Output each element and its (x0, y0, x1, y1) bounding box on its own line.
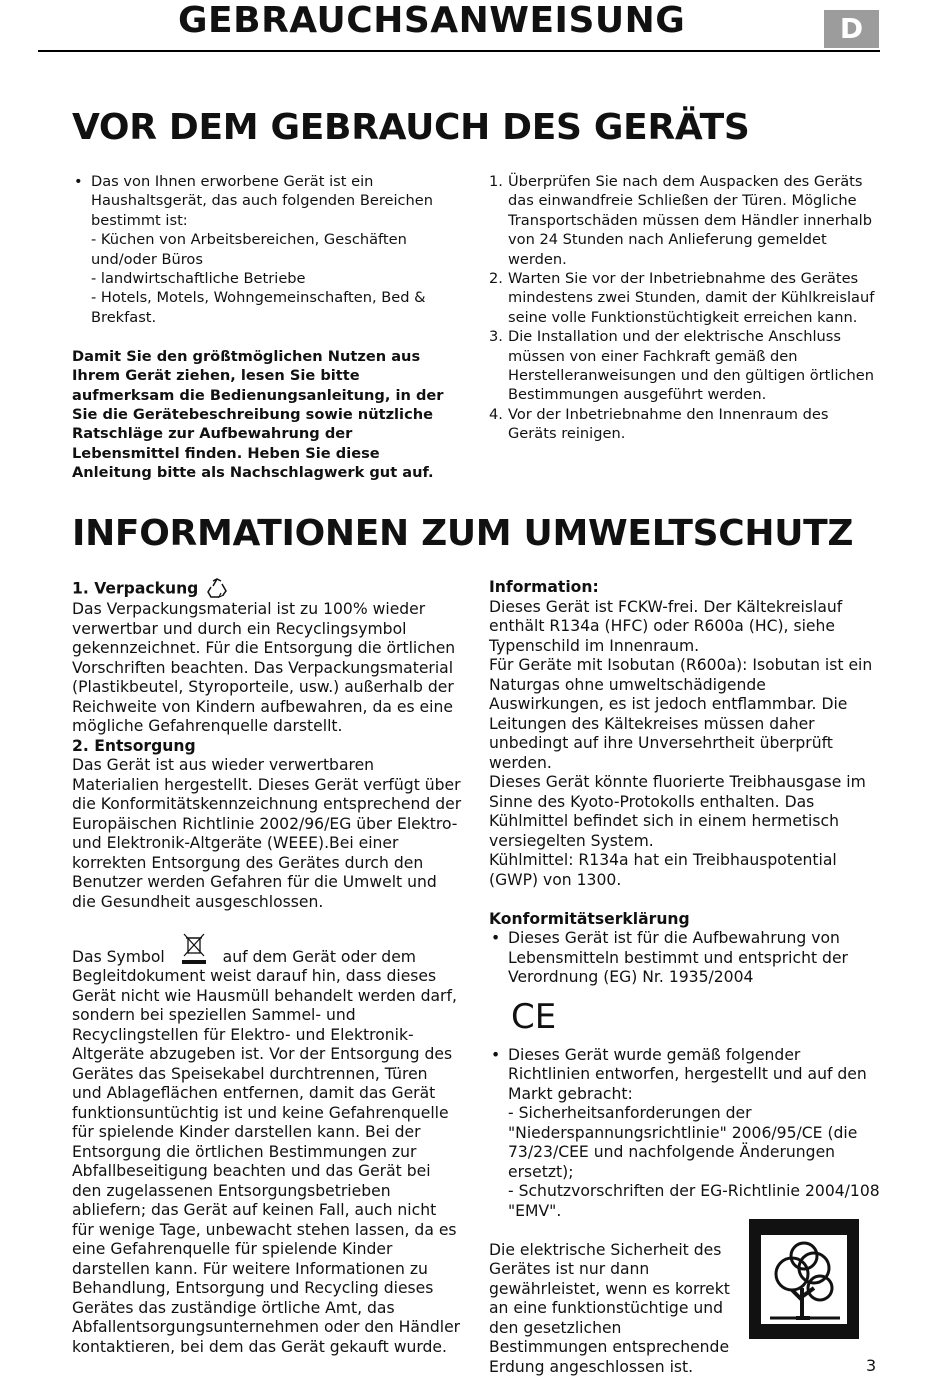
svg-text:CE: CE (511, 996, 557, 1036)
information-paragraph: Kühlmittel: R134a hat ein Treibhauspotential (GWP) von 1300. (489, 851, 837, 889)
section-title-environment: INFORMATIONEN ZUM UMWELTSCHUTZ (72, 513, 854, 554)
usage-item: - landwirtschaftliche Betriebe (91, 270, 306, 288)
header-divider (38, 50, 880, 52)
step-item (489, 172, 881, 269)
disposal-text-continued: Begleitdokument weist darauf hin, dass dieses Gerät nicht wie Hausmüll behandelt werden darf, sondern bei speziellen Sammel- und Recyclingstellen für Elektro- und Elektronik-Altgeräte abzugeben ist. Vor der Entsorgung des Gerätes das Speisekabel durchtrennen, Türen und Ablageflächen entfernen, damit das Gerät funktionsuntüchtig ist und keine Gefahrenquelle für spielende Kinder darstellen kann. Bei der Entsorgung die örtlichen Bestimmungen zur Abfallbeseitigung beachten und das Gerät bei den zugelassenen Entsorgungsbetrieben abliefern; das Gerät auf keinen Fall, auch nicht für wenige Tage, unbewacht stehen lassen, da es eine Gefahrenquelle für spielende Kinder darstellen kann. Für weitere Informationen zu Behandlung, Entsorgung und Recycling dieses Gerätes das zuständige örtliche Amt, das Abfallentsorgungsunternehmen oder den Händler kontaktieren, bei dem das Gerät gekauft wurde. (72, 967, 461, 1356)
disposal-text: Das Gerät ist aus wieder verwertbaren Materialien hergestellt. Dieses Gerät verfügt über die Konformitätskennzeichnung entsprechend der Europäischen Richtlinie 2002/96/EG über Elektro- und Elektronik-Altgeräte (WEEE).Bei einer korrekten Entsorgung des Gerätes durch den Benutzer werden Gefahren für die Umwelt und die Gesundheit ausgeschlossen. (72, 756, 462, 911)
step-text: Überprüfen Sie nach dem Auspacken des Geräts das einwandfreie Schließen der Türen. Mögliche Transportschäden müssen dem Händler innerhalb von 24 Stunden nach Anlieferung gemeldet werden. (508, 173, 872, 268)
read-manual-note: Damit Sie den größtmöglichen Nutzen aus Ihrem Gerät ziehen, lesen Sie bitte aufmerksam die Bedienungsanleitung, in der Sie die Gerätebeschreibung sowie nützliche Ratschläge zur Aufbewahrung der Lebensmittel finden. Heben Sie diese Anleitung bitte als Nachschlagwerk gut auf. (72, 347, 444, 482)
step-number: 3. (489, 328, 503, 346)
manual-title: GEBRAUCHSANWEISUNG (178, 0, 686, 41)
before-use-steps (489, 172, 881, 444)
disposal-heading: 2. Entsorgung (72, 736, 196, 755)
step-item (489, 327, 881, 405)
step-item (489, 269, 881, 327)
usage-bullet (72, 172, 462, 327)
step-text: Warten Sie vor der Inbetriebnahme des Gerätes mindestens zwei Stunden, damit der Kühlkreislauf seine volle Funktionstüchtigkeit erreichen kann. (508, 270, 875, 326)
conformity-bullet (489, 929, 881, 988)
usage-item: - Küchen von Arbeitsbereichen, Geschäften und/oder Büros (91, 231, 407, 268)
packaging-text: Das Verpackungsmaterial ist zu 100% wieder verwertbar und durch ein Recyclingsymbol gekennzeichnet. Für die Entsorgung die örtlichen Vorschriften beachten. Das Verpackungsmaterial (Plastikbeutel, Styroporteile, usw.) außerhalb der Reichweite von Kindern aufbewahren, da es eine mögliche Gefahrenquelle darstellt. (72, 600, 456, 735)
section-title-before-use: VOR DEM GEBRAUCH DES GERÄTS (72, 107, 750, 148)
information-paragraph: Für Geräte mit Isobutan (R600a): Isobutan ist ein Naturgas ohne umweltschädigende Auswirkungen, es ist jedoch entflammbar. Die Leitungen des Kältekreises müssen daher unbedingt auf ihre Unversehrtheit überprüft werden. (489, 656, 873, 772)
step-number: 4. (489, 405, 503, 423)
bullet-icon: • (74, 173, 83, 190)
conformity-heading: Konformitätserklärung (489, 909, 690, 928)
information-paragraph: Dieses Gerät könnte fluorierte Treibhausgase im Sinne des Kyoto-Protokolls enthalten. Das Kühlmittel befindet sich in einem hermetisch versiegelten System. (489, 773, 866, 850)
tree-illustration-icon (748, 1218, 860, 1340)
usage-item: - Hotels, Motels, Wohngemeinschaften, Bed & Brekfast. (91, 289, 426, 326)
information-paragraph: Dieses Gerät ist FCKW-frei. Der Kältekreislauf enthält R134a (HFC) oder R600a (HC), siehe Typenschild im Innenraum. (489, 597, 843, 655)
packaging-heading: 1. Verpackung (72, 578, 462, 600)
language-badge: D (824, 10, 879, 48)
information-heading: Information: (489, 578, 599, 596)
weee-symbol-line: Das Symbol auf dem Gerät oder dem (72, 932, 462, 968)
directive-item: - Schutzvorschriften der EG-Richtlinie 2004/108 "EMV". (508, 1182, 880, 1220)
step-item (489, 405, 881, 444)
ce-mark-icon (509, 996, 557, 1036)
directive-item: - Sicherheitsanforderungen der "Niederspannungsrichtlinie" 2006/95/CE (die 73/23/CEE und nachfolgende Änderungen ersetzt); (508, 1104, 858, 1181)
ce-mark-area (489, 988, 881, 1046)
before-use-left-column (72, 172, 462, 483)
recycling-icon (204, 578, 230, 600)
conformity-bullet (489, 1046, 881, 1222)
step-number: 1. (489, 173, 503, 190)
step-number: 2. (489, 270, 503, 288)
step-text: Die Installation und der elektrische Anschluss müssen von einer Fachkraft gemäß den Herstelleranweisungen und den gültigen örtlichen Bestimmungen ausgeführt werden. (508, 328, 875, 404)
environment-left-column (72, 578, 462, 1357)
conformity-text: Dieses Gerät ist für die Aufbewahrung von Lebensmitteln bestimmt und entspricht der Verordnung (EG) Nr. 1935/2004 (508, 929, 848, 986)
step-text: Vor der Inbetriebnahme den Innenraum des Geräts reinigen. (508, 405, 829, 443)
usage-intro: Das von Ihnen erworbene Gerät ist ein Haushaltsgerät, das auch folgenden Bereichen bestimmt ist: (91, 173, 434, 229)
bullet-icon: • (491, 1045, 501, 1064)
conformity-text: Dieses Gerät wurde gemäß folgender Richtlinien entworfen, hergestellt und auf den Markt gebracht: (508, 1045, 867, 1103)
crossed-bin-icon (176, 932, 212, 966)
electrical-safety-text: Die elektrische Sicherheit des Gerätes ist nur dann gewährleistet, wenn es korrekt an eine funktionstüchtige und den gesetzlichen Bestimmungen entsprechende Erdung angeschlossen ist. (489, 1240, 730, 1376)
bullet-icon: • (491, 929, 501, 947)
page-number: 3 (866, 1356, 877, 1375)
